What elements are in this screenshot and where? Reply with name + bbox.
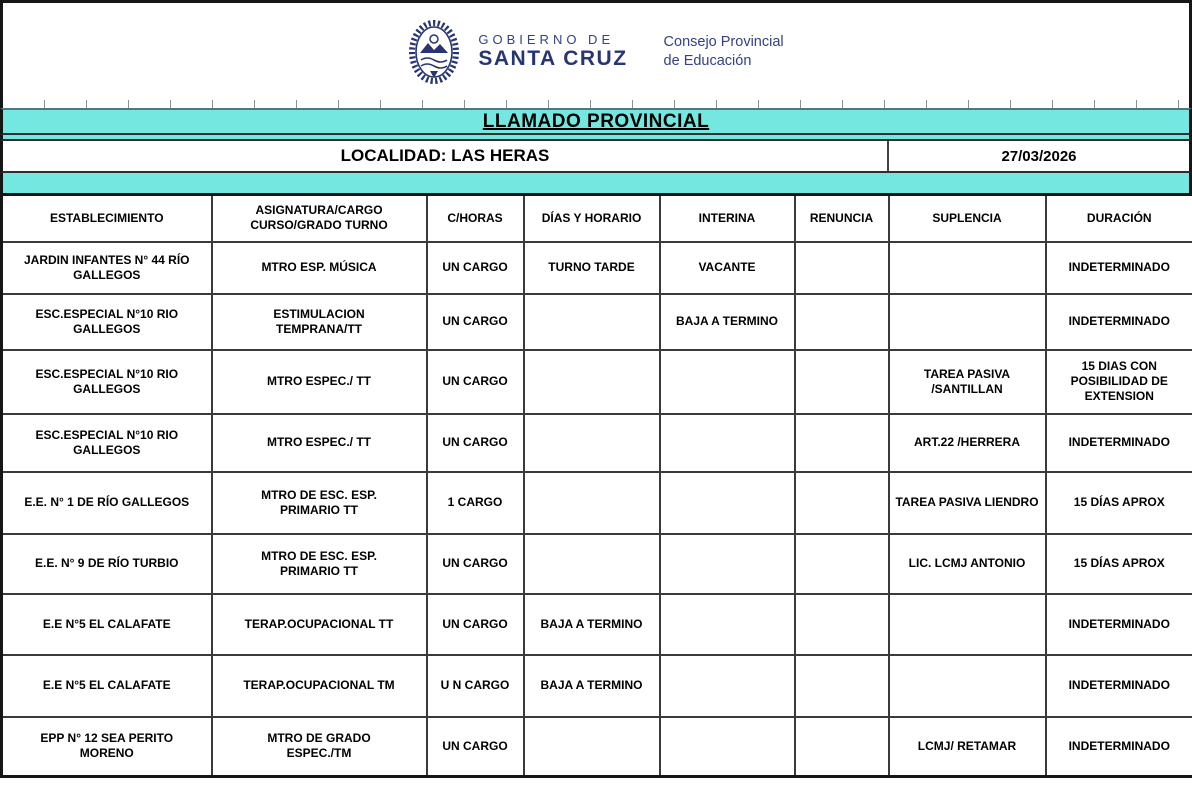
table-cell — [795, 350, 889, 414]
table-cell: UN CARGO — [427, 717, 524, 777]
cyan-band — [0, 173, 1192, 193]
table-cell — [660, 350, 795, 414]
column-header: SUPLENCIA — [889, 195, 1046, 242]
table-cell: MTRO ESP. MÚSICA — [212, 242, 427, 294]
column-header: ESTABLECIMIENTO — [2, 195, 212, 242]
table-cell — [524, 294, 660, 350]
government-logo — [408, 19, 783, 85]
table-cell: MTRO ESPEC./ TT — [212, 350, 427, 414]
table-cell: E.E. N° 9 DE RÍO TURBIO — [2, 534, 212, 594]
table-cell — [795, 717, 889, 777]
table-cell — [889, 294, 1046, 350]
table-cell: 15 DÍAS APROX — [1046, 472, 1192, 534]
column-header: ASIGNATURA/CARGO CURSO/GRADO TURNO — [212, 195, 427, 242]
positions-table — [0, 193, 1192, 778]
column-header: DURACIÓN — [1046, 195, 1192, 242]
table-cell: UN CARGO — [427, 534, 524, 594]
consejo-text-block — [656, 33, 784, 69]
table-cell: MTRO DE GRADO ESPEC./TM — [212, 717, 427, 777]
table-row — [2, 242, 1192, 294]
table-cell — [795, 594, 889, 655]
column-header: RENUNCIA — [795, 195, 889, 242]
date-cell: 27/03/2026 — [887, 141, 1189, 171]
table-cell: UN CARGO — [427, 414, 524, 472]
masthead — [0, 0, 1192, 100]
table-row — [2, 414, 1192, 472]
table-cell — [660, 594, 795, 655]
table-cell: UN CARGO — [427, 294, 524, 350]
table-cell — [524, 717, 660, 777]
table-cell: UN CARGO — [427, 242, 524, 294]
table-cell — [660, 534, 795, 594]
table-cell — [889, 242, 1046, 294]
table-cell: MTRO DE ESC. ESP. PRIMARIO TT — [212, 534, 427, 594]
table-cell — [524, 534, 660, 594]
column-header: INTERINA — [660, 195, 795, 242]
table-cell: 15 DÍAS APROX — [1046, 534, 1192, 594]
table-cell: TAREA PASIVA /SANTILLAN — [889, 350, 1046, 414]
table-row — [2, 294, 1192, 350]
table-cell: LIC. LCMJ ANTONIO — [889, 534, 1046, 594]
table-header-row — [2, 195, 1192, 242]
title-band — [0, 108, 1192, 135]
de-educacion-label: de Educación — [663, 52, 752, 69]
table-cell: TERAP.OCUPACIONAL TT — [212, 594, 427, 655]
table-cell: 1 CARGO — [427, 472, 524, 534]
table-cell: INDETERMINADO — [1046, 655, 1192, 717]
table-cell: VACANTE — [660, 242, 795, 294]
table-cell: UN CARGO — [427, 350, 524, 414]
page-title: LLAMADO PROVINCIAL — [482, 110, 710, 132]
table-cell — [795, 472, 889, 534]
table-cell: E.E N°5 EL CALAFATE — [2, 594, 212, 655]
table-cell — [524, 350, 660, 414]
table-cell: U N CARGO — [427, 655, 524, 717]
table-cell: TAREA PASIVA LIENDRO — [889, 472, 1046, 534]
table-cell — [795, 534, 889, 594]
table-cell — [524, 414, 660, 472]
table-cell — [889, 655, 1046, 717]
santa-cruz-label: SANTA CRUZ — [478, 47, 628, 70]
table-row — [2, 472, 1192, 534]
table-cell: ESTIMULACION TEMPRANA/TT — [212, 294, 427, 350]
table-cell: E.E. N° 1 DE RÍO GALLEGOS — [2, 472, 212, 534]
column-header: DÍAS Y HORARIO — [524, 195, 660, 242]
table-cell — [889, 594, 1046, 655]
table-cell: LCMJ/ RETAMAR — [889, 717, 1046, 777]
table-row — [2, 534, 1192, 594]
table-cell: ESC.ESPECIAL N°10 RIO GALLEGOS — [2, 294, 212, 350]
table-cell: E.E N°5 EL CALAFATE — [2, 655, 212, 717]
locality-row — [0, 141, 1192, 173]
table-cell — [795, 414, 889, 472]
table-cell — [795, 242, 889, 294]
table-row — [2, 594, 1192, 655]
table-row — [2, 350, 1192, 414]
gobierno-text-block — [478, 32, 637, 71]
table-cell: MTRO DE ESC. ESP. PRIMARIO TT — [212, 472, 427, 534]
table-cell: ESC.ESPECIAL N°10 RIO GALLEGOS — [2, 414, 212, 472]
table-cell: 15 DIAS CON POSIBILIDAD DE EXTENSION — [1046, 350, 1192, 414]
consejo-provincial-label: Consejo Provincial — [663, 34, 784, 51]
table-row — [2, 655, 1192, 717]
gobierno-de-label: GOBIERNO DE — [478, 32, 615, 47]
table-cell: MTRO ESPEC./ TT — [212, 414, 427, 472]
table-cell — [660, 655, 795, 717]
table-cell: ART.22 /HERRERA — [889, 414, 1046, 472]
table-cell: EPP N° 12 SEA PERITO MORENO — [2, 717, 212, 777]
table-cell: BAJA A TERMINO — [524, 594, 660, 655]
table-cell: TURNO TARDE — [524, 242, 660, 294]
santa-cruz-coat-of-arms-icon — [408, 19, 460, 85]
locality-label: LOCALIDAD: LAS HERAS — [340, 146, 550, 165]
table-cell — [524, 472, 660, 534]
table-cell: BAJA A TERMINO — [524, 655, 660, 717]
column-header: C/HORAS — [427, 195, 524, 242]
table-cell: INDETERMINADO — [1046, 717, 1192, 777]
table-cell: INDETERMINADO — [1046, 414, 1192, 472]
table-cell: BAJA A TERMINO — [660, 294, 795, 350]
table-cell — [795, 655, 889, 717]
table-cell — [795, 294, 889, 350]
table-cell — [660, 717, 795, 777]
table-cell: INDETERMINADO — [1046, 594, 1192, 655]
table-cell: TERAP.OCUPACIONAL TM — [212, 655, 427, 717]
column-gridline-strip — [0, 100, 1192, 108]
table-cell — [660, 472, 795, 534]
table-cell: ESC.ESPECIAL N°10 RIO GALLEGOS — [2, 350, 212, 414]
table-cell — [660, 414, 795, 472]
table-cell: INDETERMINADO — [1046, 294, 1192, 350]
table-cell: UN CARGO — [427, 594, 524, 655]
table-cell: INDETERMINADO — [1046, 242, 1192, 294]
table-cell: JARDIN INFANTES N° 44 RÍO GALLEGOS — [2, 242, 212, 294]
table-row — [2, 717, 1192, 777]
